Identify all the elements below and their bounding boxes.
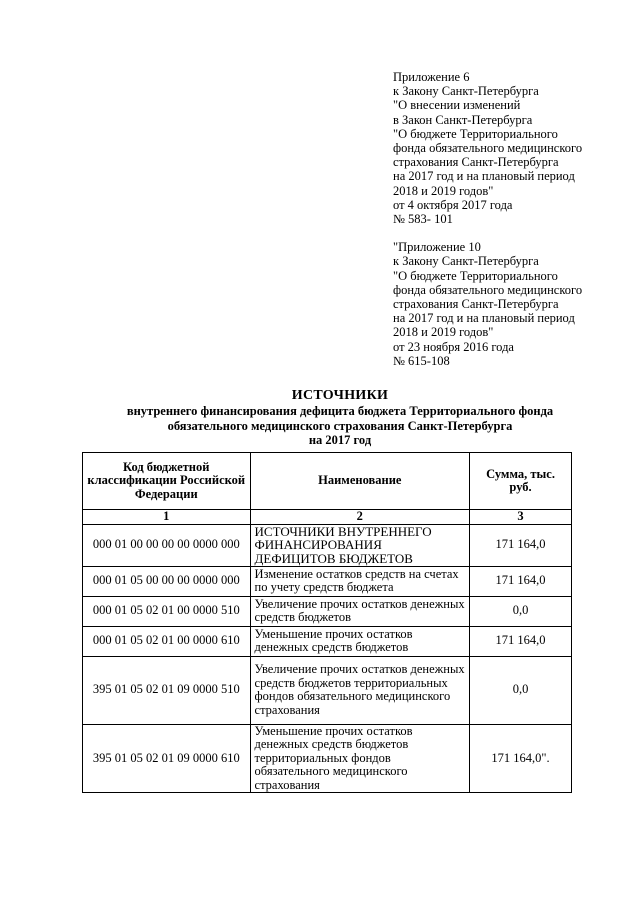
table-row [83,724,572,793]
appendix-6-number: № 583- 101 [393,212,453,227]
column-number: 1 [83,510,251,525]
appendix-10-line: от 23 ноября 2016 года [393,339,514,354]
appendix-6-line: Приложение 6 [393,70,470,84]
row-sum: 171 164,0 [470,566,572,596]
header-code: Код бюджетной классификации Российской Федерации [83,453,251,510]
sources-table [82,452,572,793]
appendix-6-line: "О внесении изменений [393,98,521,113]
title-subtitle-line: обязательного медицинского страхования Санкт-Петербурга [167,418,513,433]
appendix-10-line: "О бюджете Территориального [393,268,558,283]
row-sum: 171 164,0 [470,524,572,566]
title-subtitle [100,404,580,448]
row-name: Изменение остатков средств на счетах по учету средств бюджета [250,566,470,596]
table-row [83,596,572,626]
appendix-10-line: "Приложение 10 [393,240,481,255]
row-name: Увеличение прочих остатков денежных средств бюджетов [250,596,470,626]
appendix-10-number: № 615-108 [393,353,450,368]
appendix-6-line: на 2017 год и на плановый период [393,169,575,184]
appendix-10-line: фонда обязательного медицинского [393,282,583,297]
row-code: 000 01 05 02 01 00 0000 510 [83,596,251,626]
table-row [83,566,572,596]
document-title [100,388,580,448]
row-sum: 0,0 [470,596,572,626]
row-code: 000 01 00 00 00 00 0000 000 [83,524,251,566]
appendix-6-line: 2018 и 2019 годов" [393,183,494,198]
title-subtitle-line: внутреннего финансирования дефицита бюджета Территориального фонда [126,404,554,418]
table-row [83,656,572,724]
title-main: ИСТОЧНИКИ [291,388,389,403]
row-name: ИСТОЧНИКИ ВНУТРЕННЕГО ФИНАНСИРОВАНИЯ ДЕФИЦИТОВ БЮДЖЕТОВ [250,524,470,566]
row-sum: 171 164,0". [470,724,572,793]
row-code: 000 01 05 00 00 00 0000 000 [83,566,251,596]
row-code: 395 01 05 02 01 09 0000 610 [83,724,251,793]
row-code: 395 01 05 02 01 09 0000 510 [83,656,251,724]
appendix-10-line: страхования Санкт-Петербурга [393,297,559,312]
appendix-6-line: фонда обязательного медицинского [393,141,583,156]
row-name: Увеличение прочих остатков денежных средств бюджетов территориальных фондов обязательного медицинского страхования [250,656,470,724]
appendix-10-line: к Закону Санкт-Петербурга [393,254,539,269]
row-sum: 171 164,0 [470,626,572,656]
appendix-10-line: 2018 и 2019 годов" [393,325,494,340]
row-name: Уменьшение прочих остатков денежных средств бюджетов [250,626,470,656]
appendix-6-line: от 4 октября 2017 года [393,197,513,212]
row-code: 000 01 05 02 01 00 0000 610 [83,626,251,656]
table-header-row [83,453,572,510]
title-subtitle-line: на 2017 год [308,433,372,447]
appendix-10-line: на 2017 год и на плановый период [393,311,575,326]
column-number: 3 [470,510,572,525]
header-name: Наименование [250,453,470,510]
appendix-6-line: в Закон Санкт-Петербурга [393,112,533,127]
table-row [83,524,572,566]
appendix-6-line: "О бюджете Территориального [393,126,558,141]
header-gap [393,226,628,240]
appendix-6-line: страхования Санкт-Петербурга [393,155,559,170]
header-sum: Сумма, тыс. руб. [470,453,572,510]
column-number: 2 [250,510,470,525]
column-number-row [83,510,572,525]
row-sum: 0,0 [470,656,572,724]
appendix-header [393,70,628,368]
row-name: Уменьшение прочих остатков денежных средств бюджетов территориальных фондов обязательного медицинского страхования [250,724,470,793]
table-row [83,626,572,656]
appendix-6-line: к Закону Санкт-Петербурга [393,84,539,99]
